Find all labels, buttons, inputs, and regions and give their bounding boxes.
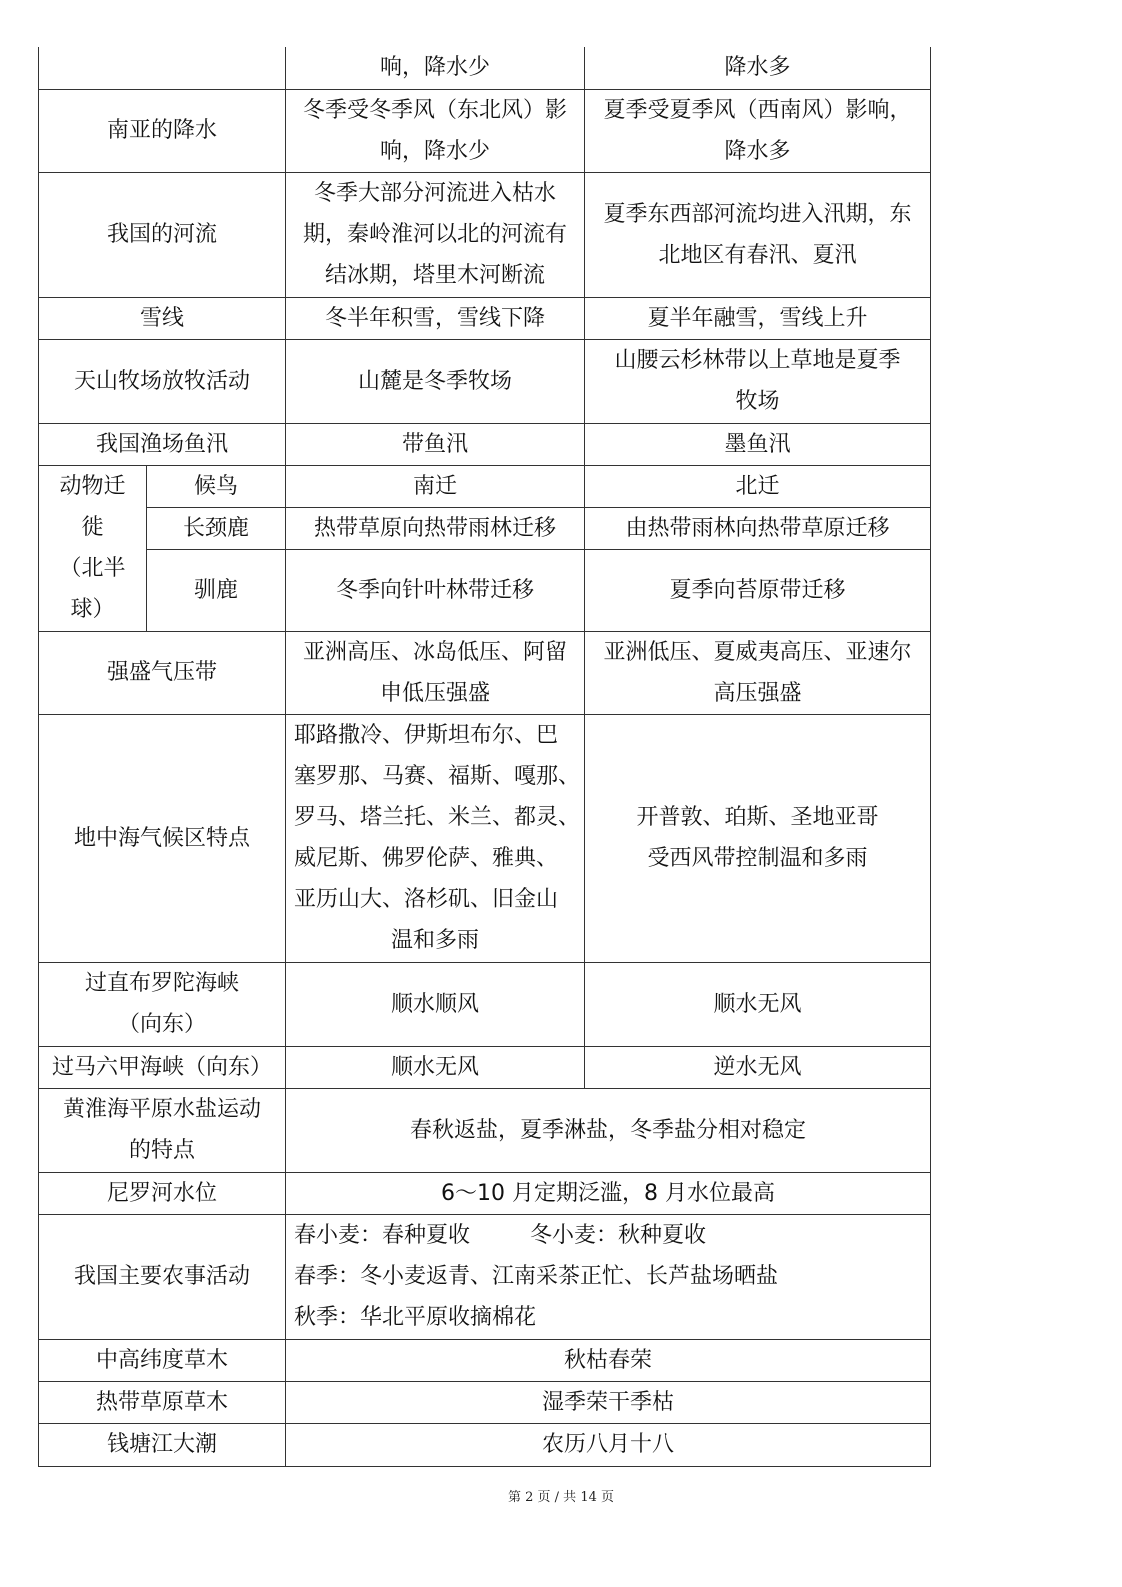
table-cell bbox=[39, 714, 286, 962]
table-cell bbox=[585, 549, 931, 631]
cell-text-line: 春季：冬小麦返青、江南采茶正忙、长芦盐场晒盐 bbox=[294, 1264, 779, 1289]
cell-text-line: 结冰期，塔里木河断流 bbox=[324, 263, 545, 288]
cell-text-part: 冬小麦：秋种夏收 bbox=[530, 1223, 707, 1248]
table-body bbox=[39, 47, 931, 1466]
cell-text-line: 黄淮海平原水盐运动 bbox=[62, 1097, 261, 1122]
table-cell bbox=[585, 1046, 931, 1088]
table-row bbox=[39, 631, 931, 714]
cell-text-line: 的特点 bbox=[128, 1138, 195, 1163]
table-row bbox=[39, 1381, 931, 1423]
cell-text-line: 期，秦岭淮河以北的河流有 bbox=[302, 222, 567, 247]
table-cell bbox=[585, 631, 931, 714]
cell-text-line: 冬季大部分河流进入枯水 bbox=[313, 181, 556, 206]
cell-text-line: 我国渔场鱼汛 bbox=[95, 431, 228, 457]
cell-text-line: 降水多 bbox=[724, 55, 791, 81]
table-cell bbox=[39, 962, 286, 1046]
cell-text-line: 顺水无风 bbox=[390, 1054, 479, 1080]
cell-text-line: 天山牧场放牧活动 bbox=[73, 368, 250, 394]
table-cell bbox=[39, 1214, 286, 1339]
cell-text-line: 威尼斯、佛罗伦萨、雅典、 bbox=[294, 846, 559, 871]
cell-text-line: 春秋返盐，夏季淋盐，冬季盐分相对稳定 bbox=[409, 1117, 806, 1143]
cell-text-line: 中高纬度草木 bbox=[95, 1347, 228, 1373]
cell-text-line: 热带草原向热带雨林迁移 bbox=[313, 515, 556, 541]
table-cell bbox=[39, 423, 286, 465]
cell-text-line: 北迁 bbox=[735, 473, 780, 499]
cell-text-line: 耶路撒冷、伊斯坦布尔、巴 bbox=[294, 723, 559, 748]
table-cell bbox=[147, 549, 286, 631]
cell-text-line: 夏半年融雪，雪线上升 bbox=[647, 305, 868, 331]
table-cell bbox=[585, 339, 931, 423]
cell-text-line: 强盛气压带 bbox=[106, 660, 217, 685]
table-cell bbox=[585, 962, 931, 1046]
cell-text-line: （北半 bbox=[59, 556, 126, 581]
table-cell bbox=[286, 1172, 931, 1214]
table-cell bbox=[286, 549, 585, 631]
table-cell bbox=[39, 89, 286, 172]
cell-text-line: 罗马、塔兰托、米兰、都灵、 bbox=[294, 805, 581, 830]
table-cell bbox=[39, 1423, 286, 1466]
table-row bbox=[39, 172, 931, 297]
cell-text-line: 夏季东西部河流均进入汛期，东 bbox=[603, 201, 912, 227]
cell-text-line: 地中海气候区特点 bbox=[73, 825, 250, 851]
table-row bbox=[39, 339, 931, 423]
cell-text-line: 山腰云杉林带以上草地是夏季 bbox=[614, 348, 901, 373]
table-cell bbox=[39, 1172, 286, 1214]
table-row bbox=[39, 89, 931, 172]
cell-text-line: 顺水顺风 bbox=[390, 991, 479, 1017]
cell-text-line: 动物迁 bbox=[59, 474, 126, 499]
table-cell bbox=[286, 89, 585, 172]
cell-text-line: 降水多 bbox=[724, 138, 791, 164]
cell-text-line: 6～10 月定期泛滥，8 月水位最高 bbox=[441, 1180, 775, 1206]
cell-text-line: 驯鹿 bbox=[193, 577, 238, 603]
table-cell bbox=[286, 465, 585, 507]
table-cell bbox=[286, 423, 585, 465]
cell-text-line: 冬季受冬季风（东北风）影 bbox=[302, 97, 567, 123]
table-cell bbox=[286, 1381, 931, 1423]
page-footer: 第 2 页 / 共 14 页 bbox=[508, 1490, 614, 1505]
table-row bbox=[39, 465, 931, 507]
table-cell bbox=[39, 172, 286, 297]
table-row bbox=[39, 1172, 931, 1214]
cell-text-line: 温和多雨 bbox=[390, 928, 479, 953]
cell-text-line: 球） bbox=[70, 597, 115, 622]
table-cell bbox=[585, 507, 931, 549]
cell-text-line: 高压强盛 bbox=[713, 680, 802, 706]
table-cell bbox=[147, 465, 286, 507]
cell-text-line: 受西风带控制温和多雨 bbox=[647, 846, 868, 871]
cell-text-line: 过马六甲海峡（向东） bbox=[51, 1054, 272, 1080]
table-cell bbox=[39, 1339, 286, 1381]
table-row bbox=[39, 549, 931, 631]
cell-text-line: 秋枯春荣 bbox=[563, 1347, 652, 1373]
cell-text-line: 热带草原草木 bbox=[95, 1389, 228, 1415]
table-cell bbox=[39, 1088, 286, 1172]
cell-text-line: 徙 bbox=[81, 515, 104, 540]
table-cell bbox=[286, 1423, 931, 1466]
table-cell bbox=[286, 1088, 931, 1172]
table-cell bbox=[286, 507, 585, 549]
table-row bbox=[39, 1339, 931, 1381]
cell-text-line: 夏季向苔原带迁移 bbox=[669, 577, 846, 603]
cell-text-line: 南迁 bbox=[412, 473, 457, 499]
cell-text-line: 山麓是冬季牧场 bbox=[357, 368, 512, 394]
table-cell bbox=[286, 172, 585, 297]
table-cell bbox=[286, 339, 585, 423]
table-cell bbox=[39, 1381, 286, 1423]
table-row bbox=[39, 423, 931, 465]
cell-text-line: 农历八月十八 bbox=[541, 1432, 674, 1457]
cell-text-line: 亚历山大、洛杉矶、旧金山 bbox=[294, 887, 559, 912]
table-cell bbox=[585, 172, 931, 297]
table-cell bbox=[286, 1046, 585, 1088]
cell-text-line: 秋季：华北平原收摘棉花 bbox=[294, 1305, 537, 1330]
cell-text-line: 我国的河流 bbox=[106, 222, 217, 247]
table-row bbox=[39, 962, 931, 1046]
cell-text-line: 牧场 bbox=[735, 389, 780, 414]
cell-text-line: 尼罗河水位 bbox=[106, 1180, 217, 1206]
cell-text-line: 北地区有春汛、夏汛 bbox=[658, 242, 857, 268]
table-cell bbox=[286, 962, 585, 1046]
cell-text-line: 我国主要农事活动 bbox=[73, 1264, 250, 1289]
cell-text-line: 夏季受夏季风（西南风）影响， bbox=[603, 97, 912, 123]
cell-text-line: 由热带雨林向热带草原迁移 bbox=[625, 515, 890, 541]
table-cell bbox=[286, 1339, 931, 1381]
cell-text-line: （向东） bbox=[117, 1012, 206, 1037]
table-row bbox=[39, 1214, 931, 1339]
cell-text-line: 亚洲高压、冰岛低压、阿留 bbox=[302, 639, 567, 665]
table-cell bbox=[585, 47, 931, 89]
cell-text-line: 逆水无风 bbox=[713, 1054, 802, 1080]
cell-text-line: 顺水无风 bbox=[713, 991, 802, 1017]
table-cell bbox=[39, 465, 147, 631]
cell-text-line: 候鸟 bbox=[193, 473, 238, 499]
table-cell bbox=[39, 1046, 286, 1088]
table-cell bbox=[286, 714, 585, 962]
table-cell bbox=[39, 47, 286, 89]
cell-text-part: 春小麦：春种夏收 bbox=[294, 1223, 471, 1248]
table-row bbox=[39, 297, 931, 339]
cell-text-line: 响，降水少 bbox=[379, 55, 490, 81]
cell-text-line: 冬季向针叶林带迁移 bbox=[335, 577, 534, 603]
cell-text-line: 长颈鹿 bbox=[182, 515, 249, 541]
table-row bbox=[39, 1046, 931, 1088]
cell-text-line: 钱塘江大潮 bbox=[106, 1432, 217, 1457]
table-cell bbox=[585, 89, 931, 172]
table-cell bbox=[585, 465, 931, 507]
table-cell bbox=[585, 423, 931, 465]
cell-text-line: 申低压强盛 bbox=[379, 680, 490, 706]
table-cell bbox=[286, 631, 585, 714]
table-cell bbox=[286, 1214, 931, 1339]
table-cell bbox=[585, 714, 931, 962]
table-cell bbox=[286, 47, 585, 89]
table-row bbox=[39, 47, 931, 89]
geography-season-table bbox=[38, 47, 931, 1467]
table-cell bbox=[39, 631, 286, 714]
cell-text-line: 亚洲低压、夏威夷高压、亚速尔 bbox=[603, 639, 912, 665]
table-row bbox=[39, 507, 931, 549]
cell-text-line: 过直布罗陀海峡 bbox=[84, 971, 239, 996]
cell-text-line: 带鱼汛 bbox=[401, 431, 468, 457]
table-row bbox=[39, 1423, 931, 1466]
cell-text-line bbox=[294, 1215, 922, 1256]
cell-text-line: 墨鱼汛 bbox=[724, 431, 791, 457]
table-cell bbox=[39, 339, 286, 423]
table-cell bbox=[39, 297, 286, 339]
table-row bbox=[39, 1088, 931, 1172]
table-cell bbox=[286, 297, 585, 339]
cell-text-line: 冬半年积雪，雪线下降 bbox=[324, 305, 545, 331]
cell-text-line: 开普敦、珀斯、圣地亚哥 bbox=[636, 805, 879, 830]
table-row bbox=[39, 714, 931, 962]
cell-text-line: 响，降水少 bbox=[379, 138, 490, 164]
cell-text-line: 塞罗那、马赛、福斯、嘎那、 bbox=[294, 764, 581, 789]
cell-text-line: 雪线 bbox=[139, 305, 184, 331]
table-cell bbox=[585, 297, 931, 339]
table-cell bbox=[147, 507, 286, 549]
cell-text-line: 南亚的降水 bbox=[106, 118, 217, 143]
cell-text-line: 湿季荣干季枯 bbox=[541, 1389, 674, 1415]
